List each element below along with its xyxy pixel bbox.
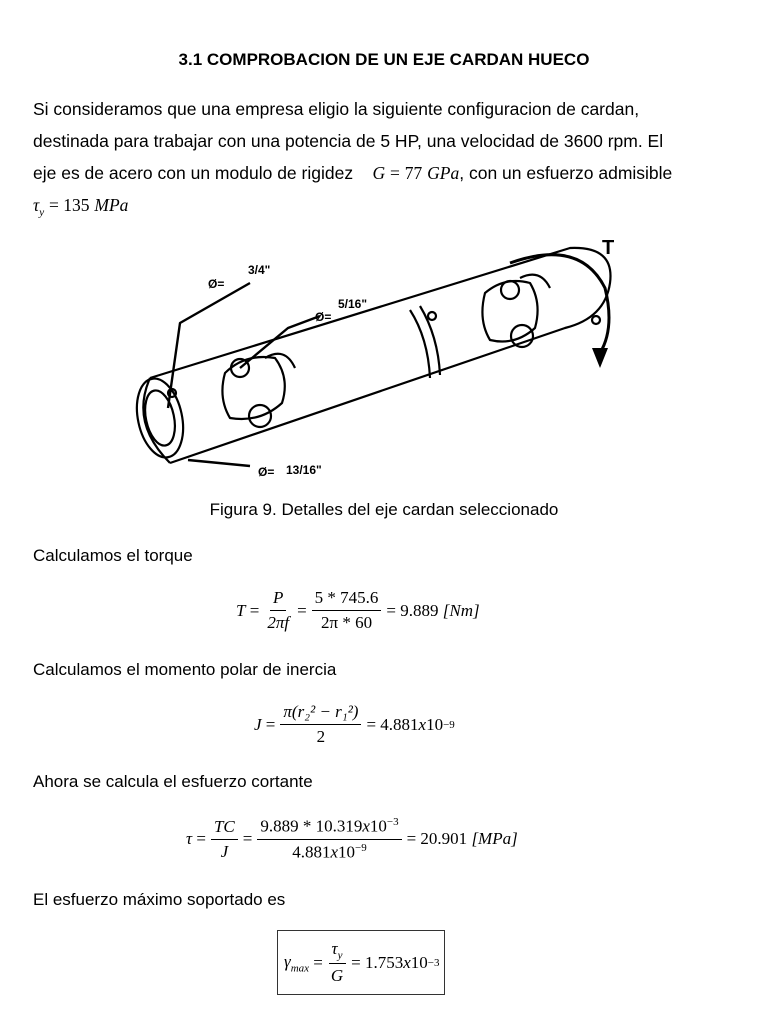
shear-frac2-den-exponent: −9 bbox=[355, 841, 367, 854]
shear-frac2-den-times: x bbox=[330, 842, 338, 862]
figure-caption: Figura 9. Detalles del eje cardan seleccionado bbox=[209, 500, 559, 519]
polar-moment-times: x bbox=[418, 714, 427, 734]
max-strain-equation-box: $\gamma_{max}$ = $\frac{\tau_y}{G}$ = 1.753 x 10 −3 bbox=[277, 930, 445, 995]
dim-outer-diameter: 3/4" bbox=[248, 263, 271, 277]
shear-stress-lhs: τ bbox=[186, 829, 193, 849]
shear-stress-fraction-2 bbox=[257, 816, 401, 862]
step-torque-label: Calculamos el torque bbox=[33, 546, 193, 565]
shear-frac2-num-exponent: −3 bbox=[386, 816, 399, 828]
shear-frac2-num-value: 9.889 * 10.319 bbox=[260, 816, 363, 836]
shear-modulus-value: 77 bbox=[404, 163, 423, 183]
shear-stress-equation: τ = $\frac{TC}{J}$ = $\frac{9.889 * 10.319x10^{-3}}{4.881x10^{-9}}$ = 20.901 [MPa] bbox=[186, 816, 518, 862]
dim-symbol-2: Ø= bbox=[315, 310, 332, 324]
torque-frac1-num: P bbox=[270, 588, 286, 611]
torque-frac1-den: 2πf bbox=[267, 613, 290, 632]
max-strain-result: = 1.753 bbox=[351, 952, 404, 972]
torque-frac2-num: 5 * 745.6 bbox=[312, 588, 382, 611]
polar-moment-exponent: −9 bbox=[443, 718, 455, 731]
shear-frac2-num-base10: 10 bbox=[369, 816, 387, 836]
section-title: 3.1 COMPROBACION DE UN EJE CARDAN HUECO bbox=[178, 50, 590, 69]
shear-frac2-den-base10: 10 bbox=[338, 842, 355, 862]
max-strain-num-symbol: τ bbox=[331, 939, 338, 958]
dim-pin-diameter: 5/16" bbox=[338, 297, 368, 311]
max-strain-times: x bbox=[403, 952, 411, 972]
polar-moment-base10: 10 bbox=[426, 714, 444, 734]
polar-moment-den: 2 bbox=[316, 727, 326, 746]
dim-symbol-1: Ø= bbox=[208, 277, 225, 291]
step-shear-stress-label: Ahora se calcula el esfuerzo cortante bbox=[33, 772, 313, 791]
allowable-stress-symbol: τ bbox=[33, 195, 40, 215]
intro-line-4 bbox=[33, 189, 735, 229]
dim-inner-diameter: 13/16" bbox=[286, 463, 322, 477]
max-strain-den: G bbox=[330, 966, 344, 986]
intro-line-2: destinada para trabajar con una potencia de 5 HP, una velocidad de 3600 rpm. El bbox=[33, 131, 664, 151]
shear-frac2-den-value: 4.881 bbox=[292, 842, 331, 862]
torque-fraction-1 bbox=[264, 588, 292, 633]
polar-moment-equation: J = $\frac{\text{π(r₂² − r₁²)}}{2}$ = 4.881 x 10 −9 bbox=[254, 702, 455, 746]
max-strain-lhs bbox=[284, 952, 309, 974]
polar-moment-result: = 4.881 bbox=[366, 714, 419, 734]
shear-frac1-num: TC bbox=[211, 817, 238, 840]
shear-stress-fraction-1 bbox=[211, 817, 238, 862]
dim-symbol-3: Ø= bbox=[258, 465, 275, 479]
max-strain-base10: 10 bbox=[410, 952, 428, 972]
max-strain-symbol: γ bbox=[284, 951, 291, 971]
torque-frac2-den: 2π * 60 bbox=[320, 613, 373, 632]
max-strain-num bbox=[329, 939, 346, 964]
intro-line-3-text: eje es de acero con un modulo de rigidez bbox=[33, 163, 354, 183]
shear-stress-result: = 20.901 bbox=[406, 829, 468, 849]
torque-arrow-head bbox=[592, 348, 608, 368]
step-polar-moment-label: Calculamos el momento polar de inercia bbox=[33, 660, 337, 679]
max-strain-subscript: max bbox=[290, 961, 310, 974]
intro-line-1: Si consideramos que una empresa eligio la siguiente configuracion de cardan, bbox=[33, 99, 640, 119]
shear-frac2-num bbox=[257, 816, 401, 840]
intro-paragraph bbox=[33, 93, 735, 229]
torque-fraction-2 bbox=[312, 588, 382, 633]
allowable-stress-unit: MPa bbox=[94, 195, 129, 215]
shear-modulus-unit: GPa bbox=[427, 163, 460, 183]
equals-sign: = bbox=[390, 163, 400, 183]
torque-equation: T = $\frac{P}{2\pi f}$ = $\frac{5 * 745.6}{2\pi * 60}$ = 9.889 [Nm] bbox=[236, 588, 480, 632]
max-strain-exponent: −3 bbox=[427, 956, 440, 969]
shear-modulus-symbol: G bbox=[372, 163, 386, 183]
shear-frac1-den: J bbox=[220, 841, 229, 861]
polar-moment-fraction bbox=[280, 702, 361, 747]
allowable-stress-value: = 135 bbox=[49, 195, 90, 215]
torque-result: = 9.889 bbox=[386, 600, 439, 620]
shear-frac2-num-times: x bbox=[362, 816, 370, 836]
max-strain-fraction bbox=[328, 939, 346, 986]
polar-moment-lhs: J bbox=[254, 714, 262, 734]
torque-unit: [Nm] bbox=[442, 600, 480, 620]
step-max-strain-label: El esfuerzo máximo soportado es bbox=[33, 890, 286, 909]
torque-lhs: T bbox=[236, 600, 246, 620]
max-strain-num-subscript: y bbox=[337, 949, 343, 962]
polar-moment-num: π(r₂² − r₁²) bbox=[280, 702, 361, 725]
intro-line-3-end: , con un esfuerzo admisible bbox=[459, 163, 673, 183]
shear-stress-unit: [MPa] bbox=[471, 829, 518, 849]
shear-frac2-den bbox=[289, 840, 370, 863]
torque-label: T bbox=[602, 237, 615, 259]
allowable-stress-subscript: y bbox=[39, 206, 45, 219]
intro-line-3 bbox=[33, 157, 735, 189]
cardan-shaft-figure bbox=[110, 228, 650, 490]
